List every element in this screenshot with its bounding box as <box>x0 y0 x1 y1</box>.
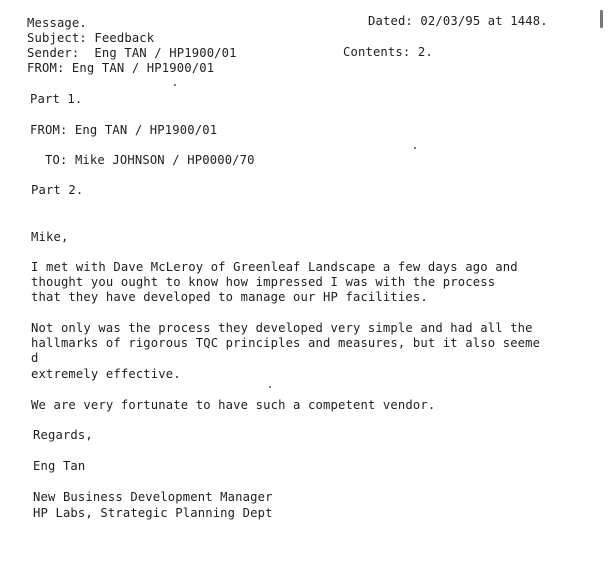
dated-line: Dated: 02/03/95 at 1448. <box>368 14 548 28</box>
header-from-line: FROM: Eng TAN / HP1900/01 <box>27 61 215 75</box>
part1-label: Part 1. <box>30 92 83 106</box>
paragraph1-line2: thought you ought to know how impressed I was with the process <box>31 275 496 289</box>
part1-from-line: FROM: Eng TAN / HP1900/01 <box>30 123 218 137</box>
paragraph2-line3: d <box>31 351 39 365</box>
paragraph2-line4: extremely effective. <box>31 367 181 381</box>
paragraph1-line1: I met with Dave McLeroy of Greenleaf Landscape a few days ago and <box>31 260 518 274</box>
paragraph2-line1: Not only was the process they developed very simple and had all the <box>31 321 533 335</box>
signature-name: Eng Tan <box>33 459 86 473</box>
salutation: Mike, <box>31 230 69 244</box>
sender-line: Sender: Eng TAN / HP1900/01 <box>27 46 237 60</box>
scan-speck <box>414 147 416 149</box>
paragraph2-line2: hallmarks of rigorous TQC principles and measures, but it also seeme <box>31 336 541 350</box>
scan-edge-mark <box>600 10 603 28</box>
part2-label: Part 2. <box>31 183 84 197</box>
signature-dept: HP Labs, Strategic Planning Dept <box>33 506 273 520</box>
signature-title: New Business Development Manager <box>33 490 273 504</box>
paragraph3: We are very fortunate to have such a competent vendor. <box>31 398 436 412</box>
contents-line: Contents: 2. <box>343 45 433 59</box>
scan-speck <box>269 386 271 388</box>
part1-to-line: TO: Mike JOHNSON / HP0000/70 <box>45 153 255 167</box>
paragraph1-line3: that they have developed to manage our HP facilities. <box>31 290 428 304</box>
subject-line: Subject: Feedback <box>27 31 155 45</box>
scan-speck <box>174 84 176 86</box>
closing: Regards, <box>33 428 93 442</box>
message-label: Message. <box>27 16 87 30</box>
